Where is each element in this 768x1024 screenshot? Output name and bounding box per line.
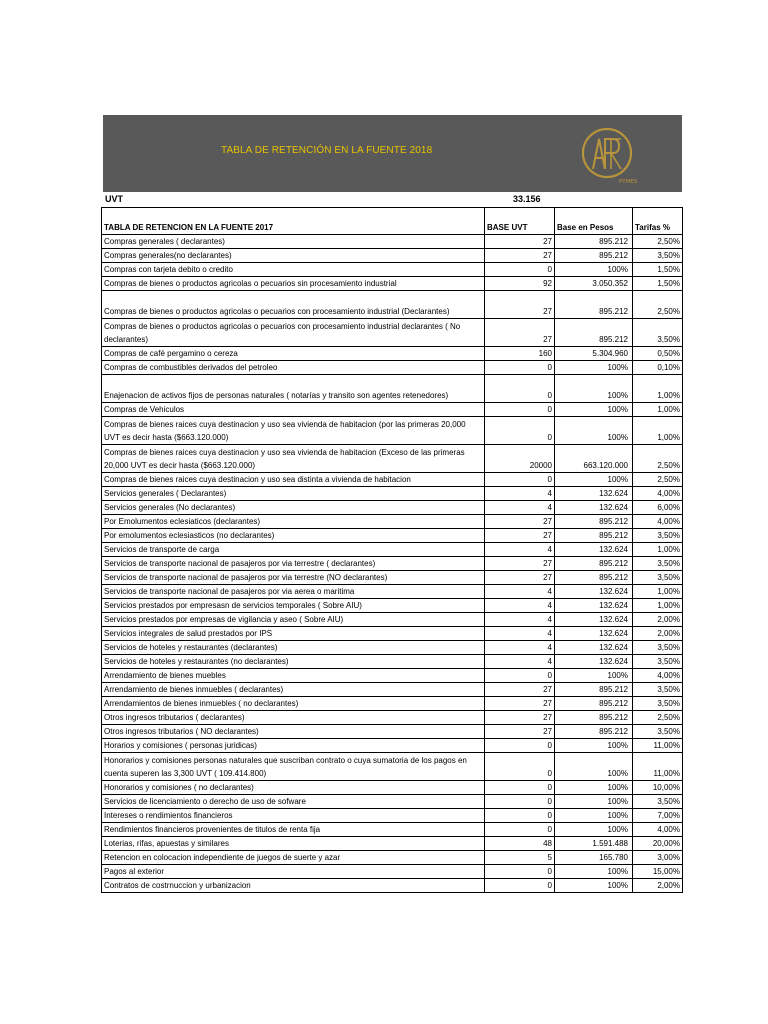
row-base-pesos: 895.212 xyxy=(555,711,633,725)
table-row xyxy=(102,585,683,599)
row-concept: Arrendamiento de bienes muebles xyxy=(102,669,485,683)
row-concept: Servicios generales (No declarantes) xyxy=(102,501,485,515)
row-base-pesos: 100% xyxy=(555,375,633,403)
table-row xyxy=(102,277,683,291)
row-concept: Servicios de licenciamiento o derecho de uso de sofware xyxy=(102,795,485,809)
row-rate: 3,00% xyxy=(633,851,683,865)
row-base-pesos: 1.591.488 xyxy=(555,837,633,851)
row-rate: 3,50% xyxy=(633,529,683,543)
row-base-uvt: 27 xyxy=(485,319,555,347)
header-base-uvt: BASE UVT xyxy=(485,208,555,235)
row-rate: 7,00% xyxy=(633,809,683,823)
table-row xyxy=(102,375,683,403)
table-row xyxy=(102,613,683,627)
row-base-pesos: 895.212 xyxy=(555,291,633,319)
table-row xyxy=(102,417,683,445)
row-rate: 4,00% xyxy=(633,515,683,529)
row-rate: 3,50% xyxy=(633,319,683,347)
row-rate: 2,50% xyxy=(633,291,683,319)
row-rate: 3,50% xyxy=(633,683,683,697)
row-base-pesos: 100% xyxy=(555,417,633,445)
row-concept: Compras de café pergamino o cereza xyxy=(102,347,485,361)
table-row xyxy=(102,515,683,529)
row-rate: 11,00% xyxy=(633,739,683,753)
row-base-uvt: 27 xyxy=(485,683,555,697)
row-base-uvt: 0 xyxy=(485,361,555,375)
row-rate: 2,00% xyxy=(633,613,683,627)
row-rate: 1,50% xyxy=(633,277,683,291)
row-concept: Servicios de transporte nacional de pasajeros por via terrestre ( declarantes) xyxy=(102,557,485,571)
row-concept: Compras de bienes raices cuya destinacion y uso sea vivienda de habitacion (por las primeras 20,000 UVT es decir hasta ($663.120.000) xyxy=(102,417,485,445)
table-row xyxy=(102,361,683,375)
table-row xyxy=(102,557,683,571)
row-rate: 4,00% xyxy=(633,669,683,683)
table-row xyxy=(102,263,683,277)
table-row xyxy=(102,235,683,249)
row-base-pesos: 5.304.960 xyxy=(555,347,633,361)
row-concept: Compras de bienes o productos agricolas o pecuarios con procesamiento industrial declarantes ( No declarantes) xyxy=(102,319,485,347)
row-concept: Arrendamiento de bienes inmuebles ( declarantes) xyxy=(102,683,485,697)
row-base-pesos: 100% xyxy=(555,753,633,781)
row-base-pesos: 895.212 xyxy=(555,515,633,529)
row-base-pesos: 100% xyxy=(555,473,633,487)
row-base-pesos: 132.624 xyxy=(555,543,633,557)
table-row xyxy=(102,655,683,669)
table-row xyxy=(102,473,683,487)
row-base-uvt: 27 xyxy=(485,529,555,543)
page-title: TABLA DE RETENCIÓN EN LA FUENTE 2018 xyxy=(221,145,433,156)
row-rate: 6,00% xyxy=(633,501,683,515)
row-base-pesos: 100% xyxy=(555,669,633,683)
row-rate: 3,50% xyxy=(633,725,683,739)
row-base-pesos: 100% xyxy=(555,809,633,823)
row-base-uvt: 4 xyxy=(485,543,555,557)
row-rate: 15,00% xyxy=(633,865,683,879)
row-concept: Compras de Vehiculos xyxy=(102,403,485,417)
row-rate: 0,50% xyxy=(633,347,683,361)
table-row xyxy=(102,781,683,795)
header-base-pesos: Base en Pesos xyxy=(555,208,633,235)
row-base-pesos: 132.624 xyxy=(555,585,633,599)
row-base-uvt: 4 xyxy=(485,585,555,599)
header-tarifas: Tarifas % xyxy=(633,208,683,235)
table-row xyxy=(102,501,683,515)
row-base-pesos: 132.624 xyxy=(555,627,633,641)
table-row xyxy=(102,291,683,319)
table-row xyxy=(102,319,683,347)
row-base-uvt: 0 xyxy=(485,795,555,809)
row-base-uvt: 4 xyxy=(485,641,555,655)
row-base-uvt: 0 xyxy=(485,669,555,683)
row-rate: 1,00% xyxy=(633,417,683,445)
table-row xyxy=(102,571,683,585)
row-base-pesos: 895.212 xyxy=(555,319,633,347)
row-concept: Compras de combustibles derivados del petroleo xyxy=(102,361,485,375)
row-base-pesos: 895.212 xyxy=(555,725,633,739)
row-concept: Servicios generales ( Declarantes) xyxy=(102,487,485,501)
row-base-pesos: 895.212 xyxy=(555,557,633,571)
row-rate: 20,00% xyxy=(633,837,683,851)
row-base-uvt: 92 xyxy=(485,277,555,291)
row-concept: Servicios de transporte nacional de pasajeros por via terrestre (NO declarantes) xyxy=(102,571,485,585)
row-rate: 2,50% xyxy=(633,711,683,725)
row-base-pesos: 895.212 xyxy=(555,249,633,263)
table-row xyxy=(102,795,683,809)
table-row xyxy=(102,249,683,263)
table-row xyxy=(102,627,683,641)
row-base-pesos: 100% xyxy=(555,823,633,837)
row-rate: 2,00% xyxy=(633,627,683,641)
row-rate: 3,50% xyxy=(633,795,683,809)
row-base-uvt: 27 xyxy=(485,697,555,711)
row-base-uvt: 27 xyxy=(485,571,555,585)
row-base-uvt: 0 xyxy=(485,753,555,781)
row-concept: Servicios de transporte nacional de pasajeros por via aerea o maritima xyxy=(102,585,485,599)
row-concept: Por emolumentos eclesiasticos (no declarantes) xyxy=(102,529,485,543)
row-base-pesos: 132.624 xyxy=(555,613,633,627)
row-base-pesos: 165.780 xyxy=(555,851,633,865)
row-base-pesos: 895.212 xyxy=(555,235,633,249)
row-rate: 1,00% xyxy=(633,403,683,417)
row-concept: Compras generales ( declarantes) xyxy=(102,235,485,249)
row-concept: Servicios integrales de salud prestados por IPS xyxy=(102,627,485,641)
row-base-uvt: 0 xyxy=(485,375,555,403)
table-header-row xyxy=(102,208,683,235)
row-rate: 2,50% xyxy=(633,473,683,487)
table-row xyxy=(102,823,683,837)
row-base-pesos: 100% xyxy=(555,781,633,795)
header-concept: TABLA DE RETENCION EN LA FUENTE 2017 xyxy=(102,208,485,235)
row-base-pesos: 100% xyxy=(555,739,633,753)
row-base-uvt: 4 xyxy=(485,613,555,627)
row-concept: Otros ingresos tributarios ( declarantes) xyxy=(102,711,485,725)
row-concept: Retencion en colocacion independiente de juegos de suerte y azar xyxy=(102,851,485,865)
row-base-pesos: 132.624 xyxy=(555,599,633,613)
row-base-uvt: 0 xyxy=(485,823,555,837)
row-rate: 1,00% xyxy=(633,585,683,599)
row-rate: 11,00% xyxy=(633,753,683,781)
table-row xyxy=(102,753,683,781)
table-row xyxy=(102,347,683,361)
row-concept: Rendimientos financieros provenientes de titulos de renta fija xyxy=(102,823,485,837)
svg-text:PYMES: PYMES xyxy=(619,179,637,185)
table-row xyxy=(102,739,683,753)
row-base-uvt: 0 xyxy=(485,739,555,753)
table-row xyxy=(102,697,683,711)
row-concept: Contratos de costrnuccion y urbanizacion xyxy=(102,879,485,893)
row-concept: Servicios prestados por empresas de vigilancia y aseo ( Sobre AIU) xyxy=(102,613,485,627)
row-base-pesos: 100% xyxy=(555,865,633,879)
table-row xyxy=(102,669,683,683)
row-rate: 3,50% xyxy=(633,655,683,669)
row-concept: Compras de bienes o productos agricolas o pecuarios sin procesamiento industrial xyxy=(102,277,485,291)
row-base-uvt: 27 xyxy=(485,249,555,263)
row-concept: Otros ingresos tributarios ( NO declarantes) xyxy=(102,725,485,739)
row-base-pesos: 895.212 xyxy=(555,571,633,585)
row-concept: Loterias, rifas, apuestas y similares xyxy=(102,837,485,851)
row-base-uvt: 0 xyxy=(485,403,555,417)
row-base-pesos: 132.624 xyxy=(555,641,633,655)
row-base-uvt: 4 xyxy=(485,655,555,669)
table-row xyxy=(102,445,683,473)
row-base-uvt: 20000 xyxy=(485,445,555,473)
row-base-uvt: 0 xyxy=(485,781,555,795)
table-row xyxy=(102,725,683,739)
row-base-pesos: 895.212 xyxy=(555,697,633,711)
table-row xyxy=(102,403,683,417)
row-rate: 2,50% xyxy=(633,235,683,249)
row-base-uvt: 27 xyxy=(485,515,555,529)
row-concept: Compras de bienes o productos agricolas o pecuarios con procesamiento industrial (Declarantes) xyxy=(102,291,485,319)
row-base-pesos: 132.624 xyxy=(555,655,633,669)
table-row xyxy=(102,599,683,613)
row-concept: Servicios de hoteles y restaurantes (no declarantes) xyxy=(102,655,485,669)
uvt-label: UVT xyxy=(105,194,123,204)
row-rate: 3,50% xyxy=(633,249,683,263)
row-base-uvt: 48 xyxy=(485,837,555,851)
table-row xyxy=(102,683,683,697)
table-row xyxy=(102,487,683,501)
row-concept: Por Emolumentos eclesiaticos (declarantes) xyxy=(102,515,485,529)
row-base-uvt: 0 xyxy=(485,879,555,893)
row-base-uvt: 0 xyxy=(485,809,555,823)
row-base-pesos: 100% xyxy=(555,879,633,893)
row-base-uvt: 0 xyxy=(485,473,555,487)
row-concept: Compras con tarjeta debito o credito xyxy=(102,263,485,277)
row-base-pesos: 132.624 xyxy=(555,501,633,515)
row-base-uvt: 27 xyxy=(485,725,555,739)
table-row xyxy=(102,529,683,543)
uvt-row xyxy=(103,193,682,207)
row-rate: 2,50% xyxy=(633,445,683,473)
table-row xyxy=(102,837,683,851)
row-concept: Pagos al exterior xyxy=(102,865,485,879)
row-base-uvt: 0 xyxy=(485,417,555,445)
table-row xyxy=(102,641,683,655)
row-rate: 2,00% xyxy=(633,879,683,893)
row-rate: 1,00% xyxy=(633,375,683,403)
table-row xyxy=(102,543,683,557)
table-row xyxy=(102,851,683,865)
apr-logo-icon xyxy=(577,125,637,185)
row-concept: Honorarios y comisiones personas naturales que suscriban contrato o cuya sumatoria de los pagos en cuenta superen las 3,300 UVT ( 109.414.800) xyxy=(102,753,485,781)
row-base-uvt: 4 xyxy=(485,487,555,501)
row-concept: Horarios y comisiones ( personas juridicas) xyxy=(102,739,485,753)
row-base-uvt: 4 xyxy=(485,501,555,515)
table-row xyxy=(102,711,683,725)
table-row xyxy=(102,809,683,823)
row-concept: Compras generales(no declarantes) xyxy=(102,249,485,263)
row-concept: Compras de bienes raices cuya destinacion y uso sea vivienda de habitacion (Exceso de las primeras 20,000 UVT es decir hasta ($663.120.000) xyxy=(102,445,485,473)
row-base-pesos: 663.120.000 xyxy=(555,445,633,473)
row-base-pesos: 895.212 xyxy=(555,529,633,543)
row-rate: 3,50% xyxy=(633,697,683,711)
retention-table xyxy=(101,207,683,893)
row-base-pesos: 100% xyxy=(555,403,633,417)
row-base-pesos: 100% xyxy=(555,795,633,809)
row-concept: Intereses o rendimientos financieros xyxy=(102,809,485,823)
row-rate: 4,00% xyxy=(633,487,683,501)
row-concept: Servicios de hoteles y restaurantes (declarantes) xyxy=(102,641,485,655)
row-base-pesos: 895.212 xyxy=(555,683,633,697)
row-base-pesos: 100% xyxy=(555,361,633,375)
row-base-pesos: 3.050.352 xyxy=(555,277,633,291)
row-base-uvt: 27 xyxy=(485,291,555,319)
row-concept: Honorarios y comisiones ( no declarantes) xyxy=(102,781,485,795)
row-base-uvt: 5 xyxy=(485,851,555,865)
row-rate: 3,50% xyxy=(633,641,683,655)
row-rate: 1,00% xyxy=(633,543,683,557)
row-rate: 3,50% xyxy=(633,571,683,585)
row-rate: 1,00% xyxy=(633,599,683,613)
header-banner xyxy=(103,115,682,192)
table-row xyxy=(102,865,683,879)
row-base-uvt: 0 xyxy=(485,865,555,879)
row-base-pesos: 100% xyxy=(555,263,633,277)
row-concept: Compras de bienes raices cuya destinacion y uso sea distinta a vivienda de habitacion xyxy=(102,473,485,487)
row-base-uvt: 27 xyxy=(485,557,555,571)
table-row xyxy=(102,879,683,893)
row-rate: 10,00% xyxy=(633,781,683,795)
row-concept: Arrendamientos de bienes inmuebles ( no declarantes) xyxy=(102,697,485,711)
row-base-uvt: 4 xyxy=(485,599,555,613)
row-base-uvt: 27 xyxy=(485,235,555,249)
row-rate: 1,50% xyxy=(633,263,683,277)
row-rate: 3,50% xyxy=(633,557,683,571)
row-base-pesos: 132.624 xyxy=(555,487,633,501)
row-concept: Enajenacion de activos fijos de personas naturales ( notarías y transito son agentes retenedores) xyxy=(102,375,485,403)
row-rate: 0,10% xyxy=(633,361,683,375)
row-rate: 4,00% xyxy=(633,823,683,837)
row-concept: Servicios de transporte de carga xyxy=(102,543,485,557)
row-base-uvt: 0 xyxy=(485,263,555,277)
uvt-value: 33.156 xyxy=(513,194,541,204)
row-concept: Servicios prestados por empresasn de servicios temporales ( Sobre AIU) xyxy=(102,599,485,613)
row-base-uvt: 27 xyxy=(485,711,555,725)
row-base-uvt: 160 xyxy=(485,347,555,361)
row-base-uvt: 4 xyxy=(485,627,555,641)
